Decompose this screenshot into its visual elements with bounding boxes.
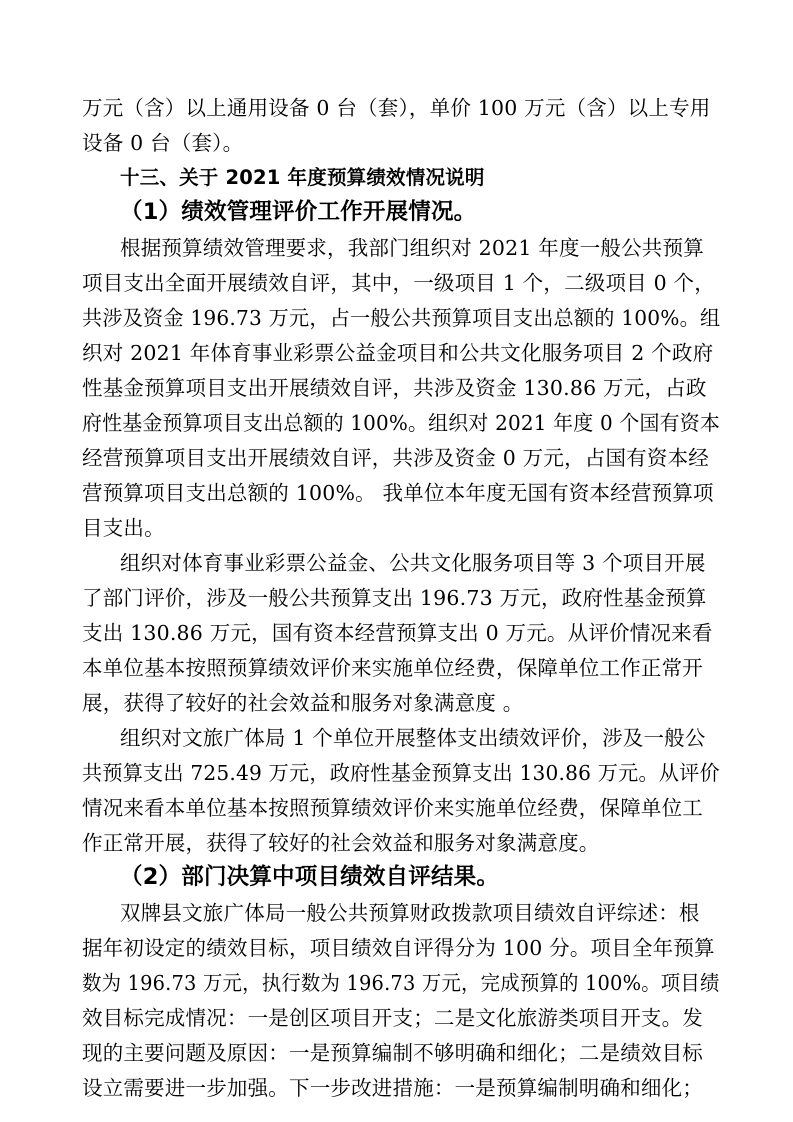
paragraph-line: 展，获得了较好的社会效益和服务对象满意度 。 (82, 691, 524, 715)
paragraph-line: 现的主要问题及原因：一是预算编制不够明确和细化；二是绩效目标 (82, 1041, 703, 1065)
paragraph-line: 组织对体育事业彩票公益金、公共文化服务项目等 3 个项目开展 (120, 551, 706, 575)
paragraph-line: 效目标完成情况：一是创区项目开支；二是文化旅游类项目开支。发 (82, 1006, 703, 1030)
paragraph-line: 设备 0 台（套）。 (82, 131, 244, 155)
paragraph-line: 作正常开展，获得了较好的社会效益和服务对象满意度。 (82, 831, 600, 855)
subsection-heading: （1）绩效管理评价工作开展情况。 (120, 199, 477, 225)
paragraph-line: 目支出。 (82, 516, 165, 540)
paragraph-line: 营预算项目支出总额的 100%。 我单位本年度无国有资本经营预算项 (82, 481, 714, 505)
paragraph-line: 项目支出全面开展绩效自评，其中，一级项目 1 个，二级项目 0 个， (82, 271, 715, 295)
paragraph-line: 共涉及资金 196.73 万元，占一般公共预算项目支出总额的 100%。组 (82, 306, 721, 330)
paragraph-line: 组织对文旅广体局 1 个单位开展整体支出绩效评价，涉及一般公 (120, 726, 706, 750)
paragraph-line: 数为 196.73 万元，执行数为 196.73 万元，完成预算的 100%。项目绩 (82, 971, 720, 995)
paragraph-line: 双牌县文旅广体局一般公共预算财政拨款项目绩效自评综述：根 (120, 901, 700, 925)
paragraph-line: 经营预算项目支出开展绩效自评，共涉及资金 0 万元，占国有资本经 (82, 446, 709, 470)
paragraph-line: 本单位基本按照预算绩效评价来实施单位经费，保障单位工作正常开 (82, 656, 703, 680)
paragraph-line: 根据预算绩效管理要求，我部门组织对 2021 年度一般公共预算 (120, 236, 704, 260)
paragraph-line: 设立需要进一步加强。下一步改进措施：一是预算编制明确和细化； (82, 1076, 703, 1100)
paragraph-line: 府性基金预算项目支出总额的 100%。组织对 2021 年度 0 个国有资本 (82, 411, 721, 435)
paragraph-line: 织对 2021 年体育事业彩票公益金项目和公共文化服务项目 2 个政府 (82, 341, 714, 365)
paragraph-line: 了部门评价，涉及一般公共预算支出 196.73 万元，政府性基金预算 (82, 586, 707, 610)
paragraph-line: 支出 130.86 万元，国有资本经营预算支出 0 万元。从评价情况来看 (82, 621, 713, 645)
paragraph-line: 共预算支出 725.49 万元，政府性基金预算支出 130.86 万元。从评价 (82, 761, 720, 785)
section-heading: 十三、关于 2021 年度预算绩效情况说明 (120, 166, 485, 189)
paragraph-line: 据年初设定的绩效目标，项目绩效自评得分为 100 分。项目全年预算 (82, 936, 715, 960)
paragraph-line: 性基金预算项目支出开展绩效自评，共涉及资金 130.86 万元，占政 (82, 376, 707, 400)
subsection-heading: （2）部门决算中项目绩效自评结果。 (120, 864, 500, 890)
paragraph-line: 情况来看本单位基本按照预算绩效评价来实施单位经费，保障单位工 (82, 796, 703, 820)
paragraph-line: 万元（含）以上通用设备 0 台（套），单价 100 万元（含）以上专用 (82, 96, 711, 120)
